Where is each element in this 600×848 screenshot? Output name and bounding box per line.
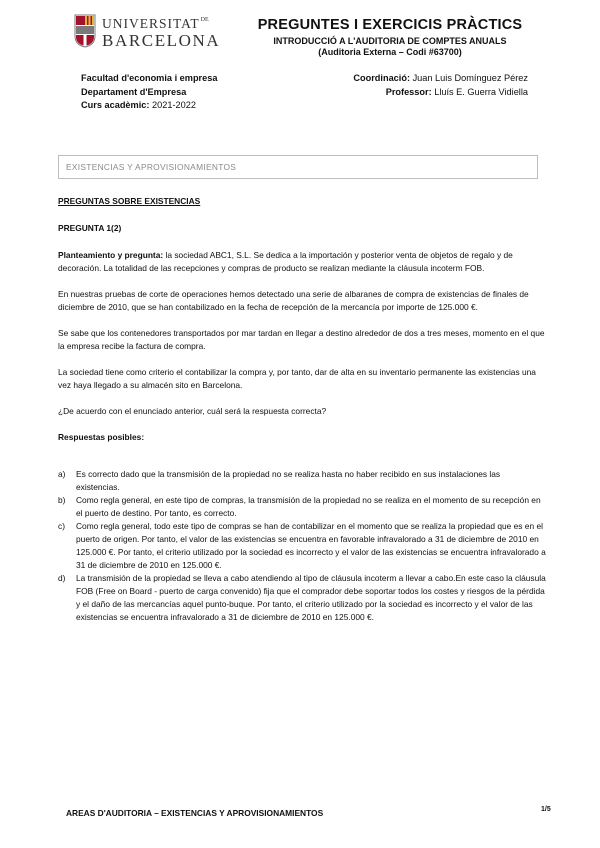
academic-year: Curs acadèmic: 2021-2022 [81,100,196,110]
university-shield-icon [74,14,96,48]
staff-info [353,72,528,99]
university-logo [74,14,220,49]
page-title: PREGUNTES I EXERCICIS PRÀCTICS [257,17,523,33]
course-code: (Auditoria Externa – Codi #63700) [318,47,462,57]
answer-option-b: b) Como regla general, en este tipo de compras, la transmisión de la propiedad no se realiza en el momento de su recepción en el puerto de destino. Por tanto, es correcto. [58,495,541,518]
section-header-box [58,155,538,179]
answer-option-c: c) Como regla general, todo este tipo de compras se han de contabilizar en el momento que se realiza la propiedad que es en el puerto de origen. Por tanto, el valor de las existencias se encuentra en favorable infravalorado a 31 de diciembre de 2010 en 125.000 €. Por tanto, el criterio utilizado por la sociedad es incorrecto y el valor de las existencias se encuentra infravalorado a 31 de diciembre de 2010 en 125.000 €. [58,521,546,570]
answer-option-d: d) La transmisión de la propiedad se lleva a cabo atendiendo al tipo de cláusula incoterm a llevar a cabo.En este caso la cláusula FOB (Free on Board - puerto de carga convenido) fija que el comprador debe soportar todos los costes y riesgos de la pérdida y el daño de las mercancías aquel punto-buque. Por tanto, el criterio utilizado por la sociedad es incorrecto y el valor de las existencias se encuentra infravalorado a 31 de diciembre de 2010 en 125.000 €. [58,573,546,622]
paragraph-cutoff: En nuestras pruebas de corte de operaciones hemos detectado una serie de albaranes de compra de existencias de finales de diciembre de 2010, que se han contabilizado en la fecha de recepción de la mercancía por importe de 125.000 €. [58,289,529,312]
paragraph-criterion: La sociedad tiene como criterio el contabilizar la compra y, por tanto, dar de alta en su inventario permanente las existencias una vez haya llegado a su almacén sito en Barcelona. [58,367,536,390]
question-prompt: ¿De acuerdo con el enunciado anterior, cuál será la respuesta correcta? [58,406,327,416]
answers-label: Respuestas posibles: [58,432,145,442]
faculty-name: Facultad d'economia i empresa [81,73,218,83]
question-title: PREGUNTA 1(2) [58,223,122,233]
faculty-info [81,72,217,113]
paragraph-containers: Se sabe que los contenedores transportados por mar tardan en llegar a destino alrededor de dos a tres meses, momento en el que la empresa recibe la factura de compra. [58,328,545,351]
questions-heading: PREGUNTAS SOBRE EXISTENCIAS [58,196,201,206]
logo-city-word: BARCELONA [102,30,221,50]
page-number: 1/5 [541,806,551,813]
page-subtitle: INTRODUCCIÓ A L'AUDITORIA DE COMPTES ANUALS [273,36,507,46]
department-name: Departament d'Empresa [81,86,187,97]
answer-list [58,468,546,624]
footer-title: AREAS D'AUDITORIA – EXISTENCIAS Y APROVISIONAMIENTOS [66,808,324,818]
question-content [58,195,546,624]
document-title-block [230,17,550,57]
question-intro: Planteamiento y pregunta: la sociedad ABC1, S.L. Se dedica a la importación y posterior venta de objetos de regalo y de decoración. La totalidad de las recepciones y compras de producto se realizan mediante la cláusula incoterm FOB. [58,250,513,273]
professor: Professor: Lluís E. Guerra Vidiella [385,86,528,97]
coordinator: Coordinació: Juan Luis Domínguez Pérez [353,73,528,83]
answer-option-a: a) Es correcto dado que la transmisión de la propiedad no se realiza hasta no haber recibido en sus instalaciones las existencias. [58,469,501,492]
logo-university-word: $UNIVERSITAT^{DE}$ [102,16,209,31]
section-label: EXISTENCIAS Y APROVISIONAMIENTOS [66,162,237,172]
